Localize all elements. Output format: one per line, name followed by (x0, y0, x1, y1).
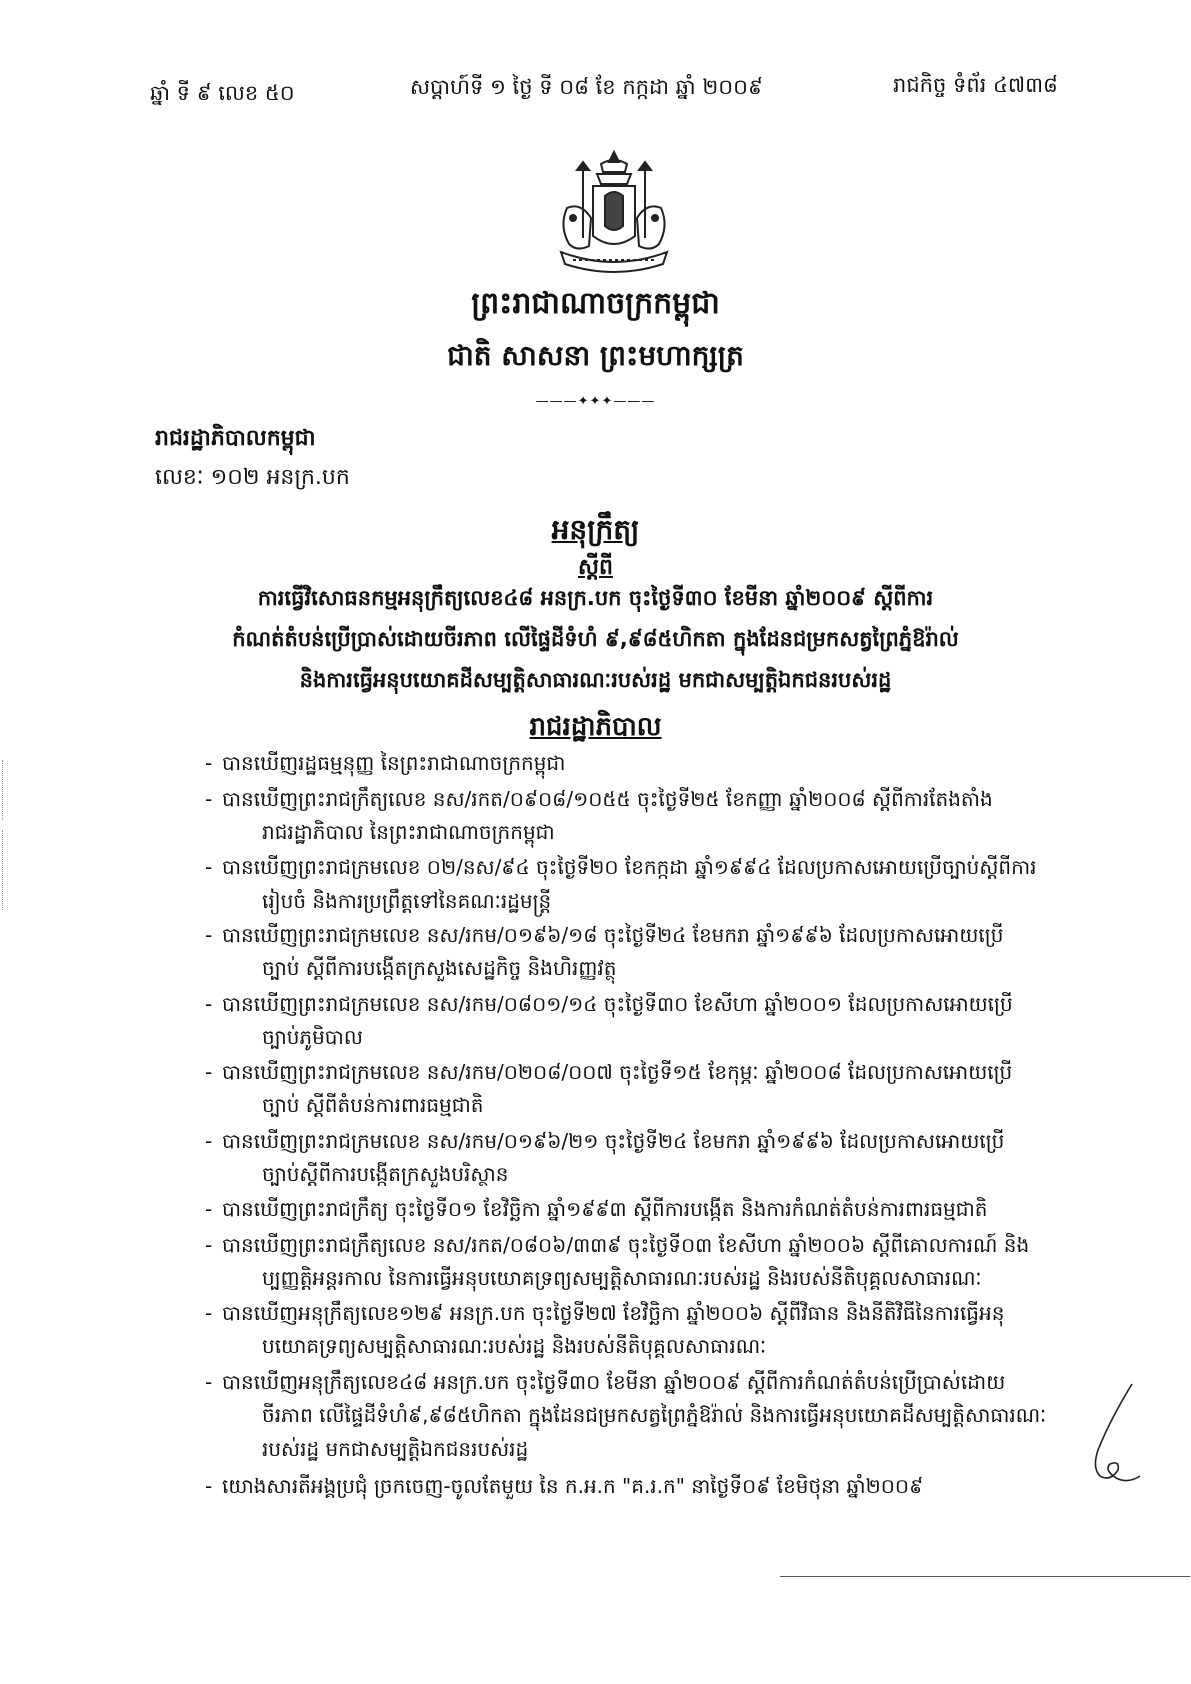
consideration-text: បានឃើញព្រះរាជក្រមលេខ នស/រកម/០២០៨/០០៧ ចុះថ្ងៃទី១៥ ខែកុម្ភៈ ឆ្នាំ២០០៨ ដែលប្រកាសអោយប្រើ (222, 1060, 1013, 1084)
national-motto: ជាតិ សាសនា ព្រះមហាក្សត្រ (447, 339, 744, 372)
consideration-text: បានឃើញព្រះរាជក្រឹត្យលេខ នស/រកត/០៨០៦/៣៣៩ ចុះថ្ងៃទី០៣ ខែសីហា ឆ្នាំ២០០៦ ស្តីពីគោលការណ៍ និង (222, 1233, 1030, 1257)
consideration-item: - បានឃើញព្រះរាជក្រឹត្យលេខ នស/រកត/០៨០៦/៣៣៩ ចុះថ្ងៃទី០៣ ខែសីហា ឆ្នាំ២០០៦ ស្តីពីគោលការណ៍ និង (205, 1233, 1030, 1257)
consideration-text: បានឃើញព្រះរាជក្រមលេខ នស/រកម/០៨០១/១៤ ចុះថ្ងៃទី៣០ ខែសីហា ឆ្នាំ២០០១ ដែលប្រកាសអោយប្រើ (222, 992, 1013, 1016)
royal-coat-of-arms-icon (553, 148, 675, 276)
gazette-year-issue: ឆ្នាំ ទី ៩ លេខ ៥០ (150, 81, 295, 105)
consideration-item: - បានឃើញព្រះរាជក្រឹត្យ ចុះថ្ងៃទី០១ ខែវិច្ឆិកា ឆ្នាំ១៩៩៣ ស្តីពីការបង្កើត និងការកំណត់តំបន់ការពារធម្មជាតិ (205, 1197, 988, 1221)
consideration-text: យោងសារតីអង្គប្រជុំ ច្រកចេញ-ចូលតែមួយ នៃ ក.អ.ក "គ.រ.ក" នាថ្ងៃទី០៩ ខែមិថុនា ឆ្នាំ២០០៩ (222, 1474, 924, 1498)
consideration-item: - បានឃើញព្រះរាជក្រមលេខ នស/រកម/០៨០១/១៤ ចុះថ្ងៃទី៣០ ខែសីហា ឆ្នាំ២០០១ ដែលប្រកាសអោយប្រើ (205, 992, 1013, 1016)
bottom-rule (780, 1576, 1190, 1577)
consideration-text: បានឃើញព្រះរាជក្រឹត្យ ចុះថ្ងៃទី០១ ខែវិច្ឆិកា ឆ្នាំ១៩៩៣ ស្តីពីការបង្កើត និងការកំណត់តំបន់ការពារធម្មជាតិ (222, 1197, 988, 1221)
consideration-text: បានឃើញព្រះរាជក្រមលេខ នស/រកម/០១៩៦/២១ ចុះថ្ងៃទី២៤ ខែមករា ឆ្នាំ១៩៩៦ ដែលប្រកាសអោយប្រើ (222, 1129, 1005, 1153)
consideration-item: - បានឃើញព្រះរាជក្រមលេខ នស/រកម/០១៩៦/២១ ចុះថ្ងៃទី២៤ ខែមករា ឆ្នាំ១៩៩៦ ដែលប្រកាសអោយប្រើ (205, 1129, 1005, 1153)
consideration-item: - បានឃើញរដ្ឋធម្មនុញ្ញ នៃព្រះរាជាណាចក្រកម្ពុជា (205, 751, 566, 775)
subject-line: និងការធ្វើអនុបយោគដីសម្បត្តិសាធារណៈរបស់រដ្ឋ មកជាសម្បត្តិឯកជនរបស់រដ្ឋ (299, 668, 892, 692)
consideration-continuation: ច្បាប់ ស្តីពីការបង្កើតក្រសួងសេដ្ឋកិច្ច និងហិរញ្ញវត្ថុ (262, 956, 617, 980)
consideration-continuation: ប្បញ្ញត្តិអន្តរកាល នៃការធ្វើអនុបយោគទ្រព្យសម្បត្តិសាធារណៈរបស់រដ្ឋ និងរបស់នីតិបុគ្គលសាធារណៈ (262, 1266, 982, 1290)
consideration-item: - បានឃើញអនុក្រឹត្យលេខ១២៩ អនក្រ.បក ចុះថ្ងៃទី២៧ ខែវិច្ឆិកា ឆ្នាំ២០០៦ ស្តីពីវិធាន និងនីតិវិធីនៃការធ្វើអនុ (205, 1301, 1005, 1325)
scan-margin-mark (2, 830, 5, 910)
document-number: លេខៈ ១០២ អនក្រ.បក (155, 465, 350, 490)
document-type: អនុក្រឹត្យ (551, 513, 640, 546)
consideration-continuation: ច្បាប់ភូមិបាល (262, 1025, 363, 1049)
consideration-item: - បានឃើញព្រះរាជក្រឹត្យលេខ នស/រកត/០៩០៨/១០៥៥ ចុះថ្ងៃទី២៥ ខែកញ្ញា ឆ្នាំ២០០៨ ស្តីពីការតែងតាំង (205, 787, 993, 811)
about-label: ស្តីពី (578, 555, 613, 580)
consideration-text: បានឃើញព្រះរាជក្រមលេខ ០២/នស/៩៤ ចុះថ្ងៃទី២០ ខែកក្កដា ឆ្នាំ១៩៩៤ ដែលប្រកាសអោយប្រើច្បាប់ស្តីពីការ (222, 855, 1037, 879)
consideration-item: - បានឃើញព្រះរាជក្រមលេខ នស/រកម/០២០៨/០០៧ ចុះថ្ងៃទី១៥ ខែកុម្ភៈ ឆ្នាំ២០០៨ ដែលប្រកាសអោយប្រើ (205, 1060, 1013, 1084)
gazette-date: សប្តាហ៍ទី ១ ថ្ងៃ ទី ០៨ ខែ កក្កដា ឆ្នាំ ២០០៩ (410, 75, 763, 99)
consideration-continuation: ច្បាប់ស្តីពីការបង្កើតក្រសួងបរិស្ថាន (262, 1162, 509, 1186)
consideration-item: - បានឃើញអនុក្រឹត្យលេខ៤៨ អនក្រ.បក ចុះថ្ងៃទី៣០ ខែមីនា ឆ្នាំ២០០៩ ស្តីពីការកំណត់តំបន់ប្រើប្រាស់ដោយ (205, 1370, 1006, 1394)
scan-margin-mark (2, 760, 5, 820)
consideration-text: បានឃើញព្រះរាជក្រមលេខ នស/រកម/០១៩៦/១៨ ចុះថ្ងៃទី២៤ ខែមករា ឆ្នាំ១៩៩៦ ដែលប្រកាសអោយប្រើ (222, 923, 1004, 947)
consideration-continuation: រៀបចំ និងការប្រព្រឹត្តទៅនៃគណៈរដ្ឋមន្ត្រី (262, 889, 552, 913)
consideration-item: - បានឃើញព្រះរាជក្រមលេខ នស/រកម/០១៩៦/១៨ ចុះថ្ងៃទី២៤ ខែមករា ឆ្នាំ១៩៩៦ ដែលប្រកាសអោយប្រើ (205, 923, 1004, 947)
consideration-continuation: បយោគទ្រព្យសម្បត្តិសាធារណៈរបស់រដ្ឋ និងរបស់នីតិបុគ្គលសាធារណៈ (262, 1334, 767, 1358)
subject-line: ការធ្វើវិសោធនកម្មអនុក្រឹត្យលេខ៤៨ អនក្រ.បក ចុះថ្ងៃទី៣០ ខែមីនា ឆ្នាំ២០០៩ ស្តីពីការ (257, 586, 934, 610)
consideration-continuation: ច្បាប់ ស្តីពីតំបន់ការពារធម្មជាតិ (262, 1093, 484, 1117)
subject-line: កំណត់តំបន់ប្រើប្រាស់ដោយចីរភាព លើផ្ទៃដីទំហំ ៩,៩៨៥ហិកតា ក្នុងដែនជម្រកសត្វព្រៃភ្នំឱរ៉ាល់ (232, 627, 959, 651)
kingdom-title: ព្រះរាជាណាចក្រកម្ពុជា (471, 286, 720, 321)
consideration-text: បានឃើញអនុក្រឹត្យលេខ៤៨ អនក្រ.បក ចុះថ្ងៃទី៣០ ខែមីនា ឆ្នាំ២០០៩ ស្តីពីការកំណត់តំបន់ប្រើប្រាស់ដោយ (222, 1370, 1006, 1394)
ornament-divider: ———✦✦✦——— (535, 394, 656, 409)
consideration-continuation: រាជរដ្ឋាភិបាល នៃព្រះរាជាណាចក្រកម្ពុជា (262, 820, 555, 844)
consideration-text: បានឃើញរដ្ឋធម្មនុញ្ញ នៃព្រះរាជាណាចក្រកម្ពុជា (222, 751, 566, 775)
consideration-continuation: របស់រដ្ឋ មកជាសម្បត្តិឯកជនរបស់រដ្ឋ (262, 1437, 529, 1461)
signature-initials-icon (1070, 1380, 1150, 1490)
consideration-text: បានឃើញព្រះរាជក្រឹត្យលេខ នស/រកត/០៩០៨/១០៥៥ ចុះថ្ងៃទី២៥ ខែកញ្ញា ឆ្នាំ២០០៨ ស្តីពីការតែងតាំង (222, 787, 993, 811)
consideration-item: - យោងសារតីអង្គប្រជុំ ច្រកចេញ-ចូលតែមួយ នៃ ក.អ.ក "គ.រ.ក" នាថ្ងៃទី០៩ ខែមិថុនា ឆ្នាំ២០០៩ (205, 1474, 924, 1498)
consideration-continuation: ចីរភាព លើផ្ទៃដីទំហំ៩,៩៨៥ហិកតា ក្នុងដែនជម្រកសត្វព្រៃភ្នំឱរ៉ាល់ និងការធ្វើអនុបយោគដីសម្បត្តិសាធារណៈ (262, 1403, 1047, 1427)
consideration-text: បានឃើញអនុក្រឹត្យលេខ១២៩ អនក្រ.បក ចុះថ្ងៃទី២៧ ខែវិច្ឆិកា ឆ្នាំ២០០៦ ស្តីពីវិធាន និងនីតិវិធីនៃការធ្វើអនុ (222, 1301, 1005, 1325)
consideration-item: - បានឃើញព្រះរាជក្រមលេខ ០២/នស/៩៤ ចុះថ្ងៃទី២០ ខែកក្កដា ឆ្នាំ១៩៩៤ ដែលប្រកាសអោយប្រើច្បាប់ស្តីពីការ (205, 855, 1037, 879)
gazette-page-number: រាជកិច្ច ទំព័រ ៤៧៣៨ (893, 73, 1058, 97)
authority-heading: រាជរដ្ឋាភិបាល (529, 712, 662, 742)
issuing-authority: រាជរដ្ឋាភិបាលកម្ពុជា (155, 426, 316, 451)
